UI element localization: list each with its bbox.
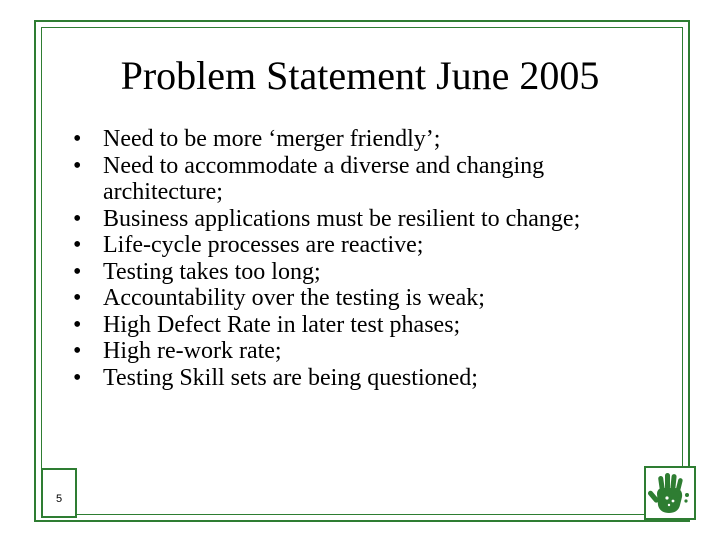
page-number: 5 [55,493,63,505]
page-number-box [41,468,77,518]
bullet-icon: • [73,338,82,364]
list-item-text: architecture; [103,179,223,205]
bullet-list [0,126,680,391]
bullet-icon: • [73,285,82,311]
list-item [0,206,680,233]
slide-title: Problem Statement June 2005 [120,53,600,98]
list-item-text: Accountability over the testing is weak; [103,285,485,311]
bullet-icon: • [73,152,82,179]
list-item-text: Testing takes too long; [103,258,321,285]
list-item [0,153,680,180]
list-item-text: Testing Skill sets are being questioned; [103,364,478,391]
list-item-text: Need to accommodate a diverse and changing [103,152,545,179]
list-item [0,126,680,153]
bullet-icon: • [73,232,82,258]
logo-box [644,466,696,520]
list-item [0,285,680,312]
bullet-icon: • [73,364,82,391]
list-item [0,259,680,286]
bullet-icon: • [73,311,82,338]
list-item [0,312,680,339]
list-item [0,365,680,392]
bullet-icon: • [73,205,82,232]
list-item [0,232,680,259]
list-item-text: Business applications must be resilient to change; [103,205,581,232]
list-item-continuation [0,179,680,206]
bullet-icon: • [73,126,82,152]
list-item-text: High Defect Rate in later test phases; [103,311,461,338]
list-item [0,338,680,365]
hand-print-icon [648,470,692,516]
list-item-text: High re-work rate; [103,338,282,364]
list-item-text: Need to be more ‘merger friendly’; [103,126,441,152]
list-item-text: Life-cycle processes are reactive; [103,232,424,258]
bullet-icon: • [73,258,82,285]
